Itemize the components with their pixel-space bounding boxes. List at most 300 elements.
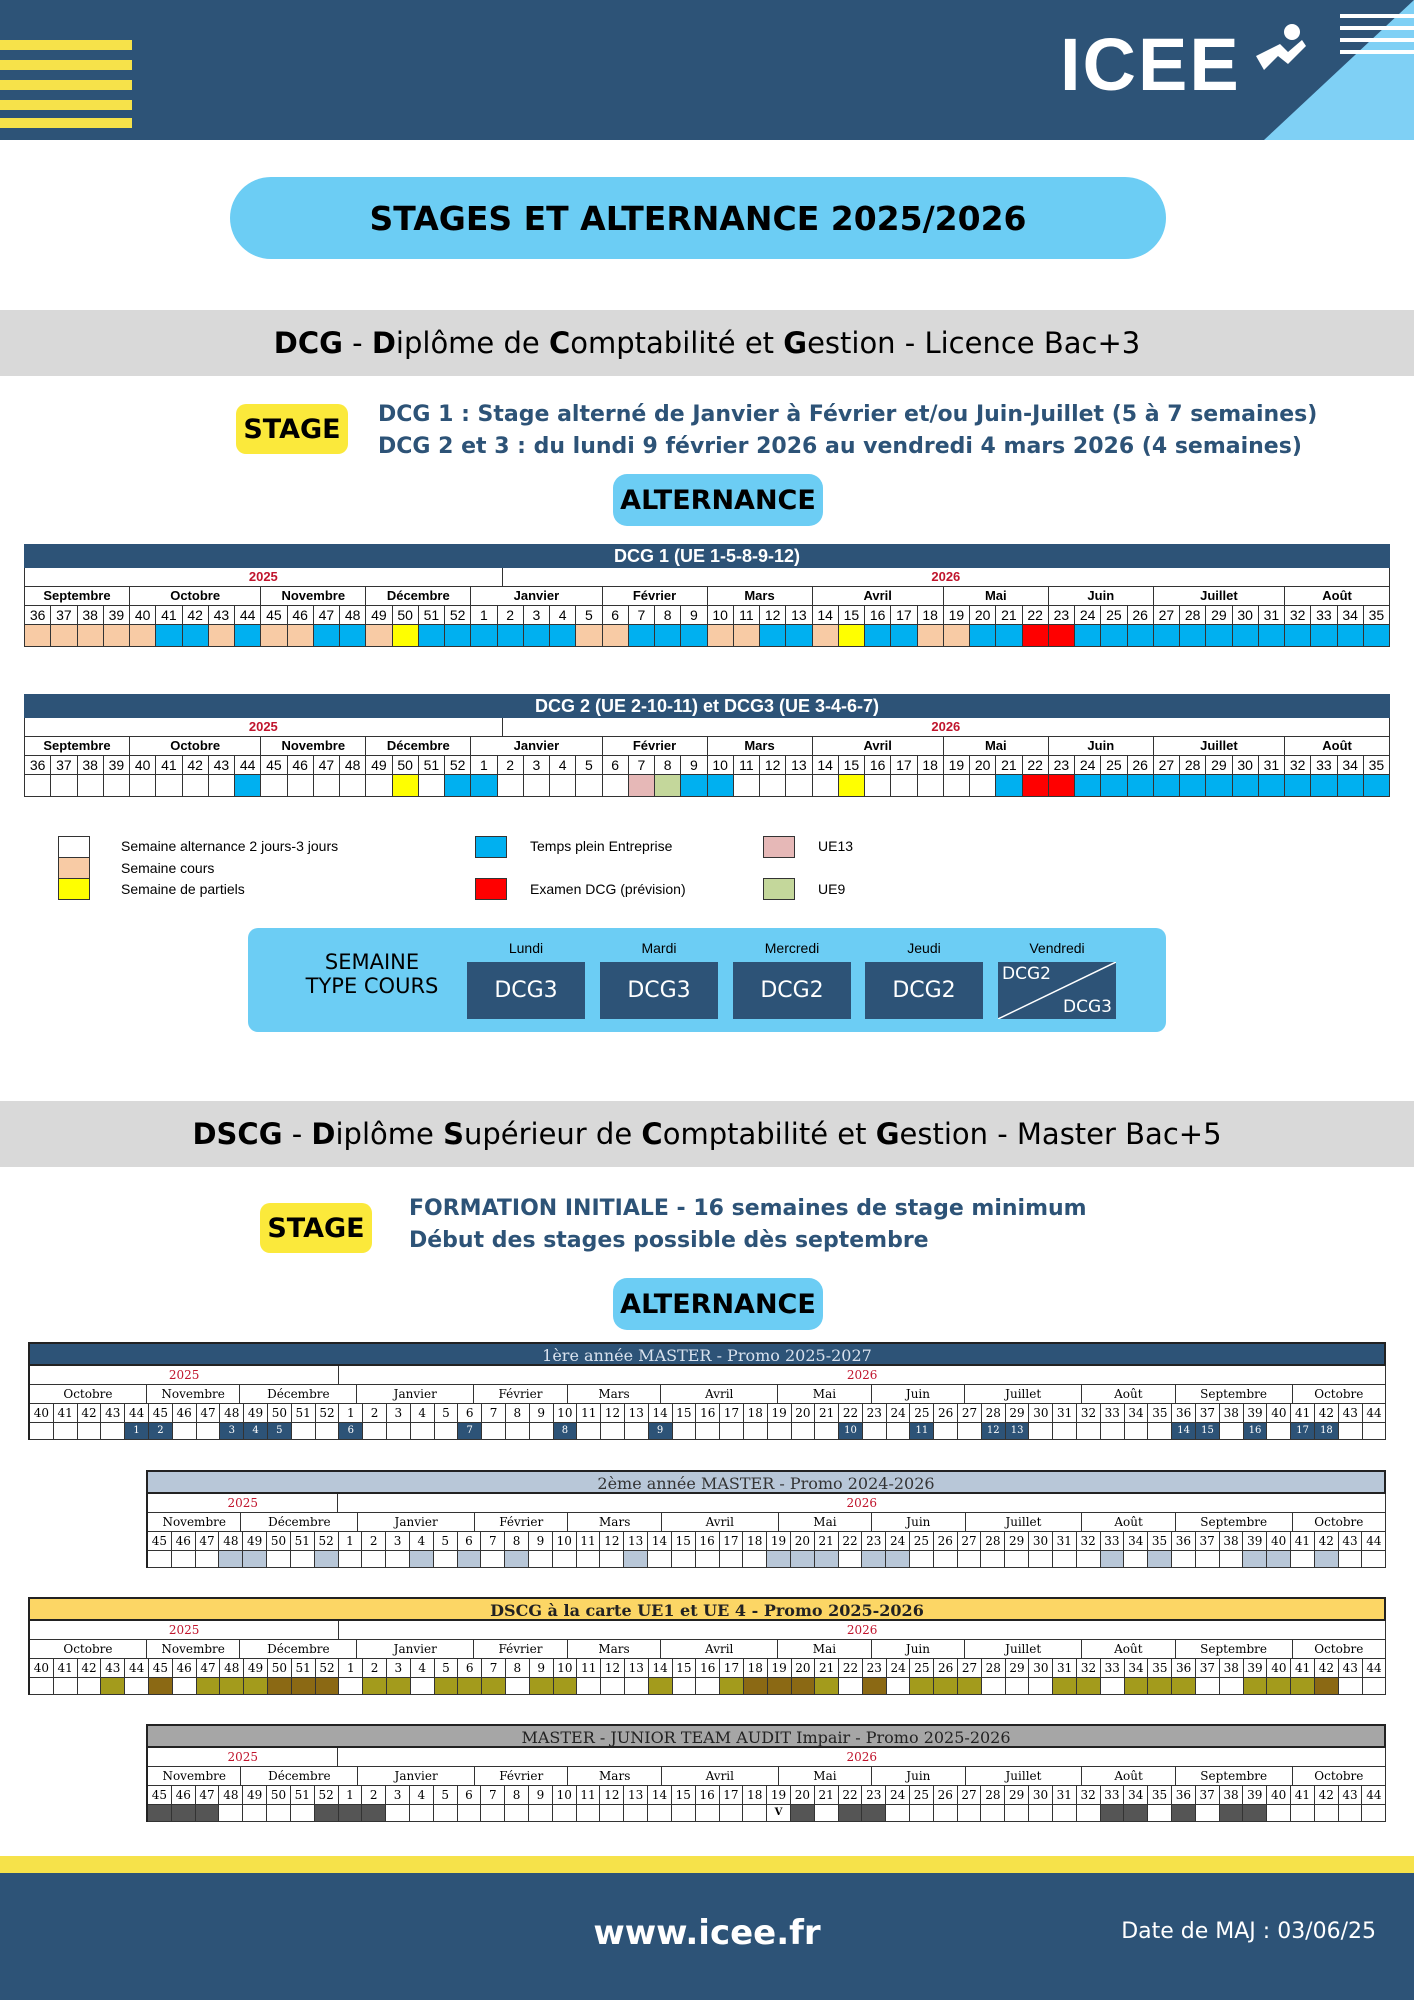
week-number: 16	[696, 1404, 720, 1423]
week-cell	[482, 1423, 506, 1440]
week-cell	[1154, 775, 1180, 797]
week-number: 46	[172, 1532, 196, 1551]
week-cell	[944, 775, 970, 797]
week-number: 43	[101, 1404, 125, 1423]
month-label: Janvier	[357, 1640, 474, 1659]
week-number: 1	[339, 1659, 363, 1678]
week-cell: 9	[649, 1423, 673, 1440]
week-number: 26	[1128, 756, 1154, 775]
week-number: 23	[1049, 606, 1075, 625]
week-cell	[815, 1678, 839, 1695]
week-cell	[720, 1551, 744, 1568]
month-label: Septembre	[1176, 1385, 1293, 1404]
year-2026: 2026	[338, 1748, 1386, 1767]
week-number: 41	[1291, 1532, 1315, 1551]
week-number: 44	[235, 756, 261, 775]
month-label: Mai	[944, 587, 1049, 606]
week-cell	[1315, 1551, 1339, 1568]
week-number: 29	[1206, 606, 1232, 625]
week-number: 7	[482, 1404, 506, 1423]
week-cell	[393, 775, 419, 797]
week-cell	[862, 1805, 886, 1822]
week-cell	[1339, 1805, 1363, 1822]
week-cell	[887, 1678, 911, 1695]
week-cell	[1339, 1551, 1363, 1568]
week-number: 14	[648, 1532, 672, 1551]
week-cell: 7	[458, 1423, 482, 1440]
week-number: 12	[600, 1786, 624, 1805]
week-number: 39	[1243, 1532, 1267, 1551]
week-number: 6	[458, 1659, 482, 1678]
week-cell	[708, 625, 734, 647]
week-number: 18	[743, 1532, 767, 1551]
week-number: 40	[1267, 1404, 1291, 1423]
week-number: 42	[78, 1659, 102, 1678]
week-cell	[1053, 1551, 1077, 1568]
week-number: 42	[183, 756, 209, 775]
week-cell	[1364, 775, 1390, 797]
month-label: Avril	[813, 587, 944, 606]
week-number: 17	[720, 1404, 744, 1423]
week-cell	[1338, 625, 1364, 647]
week-cell	[1005, 1551, 1029, 1568]
week-cell	[261, 625, 287, 647]
calendar-colors	[24, 625, 1390, 647]
week-cell	[445, 775, 471, 797]
week-number: 44	[125, 1659, 149, 1678]
legend-label: UE9	[818, 881, 846, 897]
week-number: 26	[934, 1404, 958, 1423]
week-number: 40	[1267, 1786, 1291, 1805]
week-number: 42	[1315, 1659, 1339, 1678]
week-number: 41	[156, 606, 182, 625]
legend-swatch	[58, 878, 90, 900]
week-number: 43	[101, 1659, 125, 1678]
week-cell	[316, 1423, 340, 1440]
week-cell	[78, 1423, 102, 1440]
week-cell	[1101, 1805, 1125, 1822]
month-label: Mars	[568, 1513, 661, 1532]
week-cell	[506, 1423, 530, 1440]
week-number: 34	[1125, 1404, 1149, 1423]
week-number: 6	[458, 1532, 482, 1551]
week-number: 37	[1196, 1659, 1220, 1678]
page-header	[0, 0, 1414, 140]
week-number: 22	[1023, 756, 1049, 775]
legend-label: Semaine cours	[121, 860, 215, 876]
week-cell	[386, 1551, 410, 1568]
week-cell	[314, 625, 340, 647]
website-link[interactable]: www.icee.fr	[593, 1913, 821, 1953]
week-cell	[366, 775, 392, 797]
week-number: 25	[910, 1404, 934, 1423]
week-cell	[576, 625, 602, 647]
week-cell	[1029, 1423, 1053, 1440]
week-cell	[1053, 1423, 1077, 1440]
week-number: 13	[624, 1786, 648, 1805]
day-label: Vendredi	[1029, 940, 1085, 956]
week-cell	[471, 625, 497, 647]
week-number: 8	[506, 1659, 530, 1678]
week-number: 32	[1285, 756, 1311, 775]
year-2025: 2025	[25, 718, 503, 737]
week-cell	[315, 1551, 339, 1568]
course-cell: DCG3	[600, 962, 718, 1019]
week-number: 40	[1267, 1532, 1291, 1551]
week-cell	[101, 1678, 125, 1695]
dcg2-calendar	[24, 694, 1390, 797]
week-cell	[78, 775, 104, 797]
month-label: Avril	[661, 1385, 778, 1404]
week-number: 30	[1029, 1404, 1053, 1423]
week-number: 11	[577, 1532, 601, 1551]
week-cell	[554, 1678, 578, 1695]
week-number: 37	[51, 756, 77, 775]
week-number: 21	[815, 1659, 839, 1678]
week-cell	[197, 1678, 221, 1695]
week-number: 16	[865, 606, 891, 625]
week-cell	[1029, 1805, 1053, 1822]
week-cell	[981, 1551, 1005, 1568]
week-cell	[219, 1805, 243, 1822]
week-cell	[1243, 1805, 1267, 1822]
week-cell	[130, 775, 156, 797]
week-cell	[862, 1551, 886, 1568]
week-number: 36	[25, 606, 51, 625]
year-2025: 2025	[30, 1621, 339, 1640]
week-number: 21	[996, 756, 1022, 775]
week-cell	[1364, 625, 1390, 647]
footer-stripe	[0, 1856, 1414, 1873]
week-number: 32	[1077, 1532, 1101, 1551]
week-cell	[1148, 1423, 1172, 1440]
week-cell	[767, 1551, 791, 1568]
week-number: 40	[30, 1659, 54, 1678]
decor-stripe	[0, 40, 132, 50]
decor-line	[1340, 14, 1414, 18]
week-number: 24	[1075, 756, 1101, 775]
month-label: Octobre	[1293, 1767, 1386, 1786]
week-number: 19	[768, 1659, 792, 1678]
week-cell	[458, 1551, 482, 1568]
friday-bottom: DCG3	[1063, 997, 1112, 1017]
week-number: 11	[734, 606, 760, 625]
week-number: 10	[708, 606, 734, 625]
friday-split-cell	[998, 962, 1116, 1019]
week-cell	[813, 625, 839, 647]
legend-label: Semaine de partiels	[121, 881, 245, 897]
week-cell	[149, 1678, 173, 1695]
week-cell	[156, 625, 182, 647]
week-number: 11	[577, 1786, 601, 1805]
week-cell	[1029, 1551, 1053, 1568]
month-label: Novembre	[261, 737, 366, 756]
week-number: 38	[78, 606, 104, 625]
week-number: 33	[1101, 1532, 1125, 1551]
calendar-weeks	[24, 606, 1390, 625]
week-number: 10	[708, 756, 734, 775]
month-label: Avril	[661, 1640, 778, 1659]
week-number: 35	[1364, 756, 1390, 775]
month-label: Octobre	[1293, 1640, 1387, 1659]
week-number: 25	[910, 1786, 934, 1805]
week-number: 4	[411, 1659, 435, 1678]
decor-stripe	[0, 118, 132, 128]
week-cell	[672, 1551, 696, 1568]
week-cell	[673, 1423, 697, 1440]
week-cell	[1128, 625, 1154, 647]
week-cell	[918, 625, 944, 647]
week-number: 24	[886, 1786, 910, 1805]
week-number: 34	[1124, 1532, 1148, 1551]
week-cell	[863, 1678, 887, 1695]
week-cell	[1077, 1678, 1101, 1695]
month-label: Septembre	[1176, 1513, 1293, 1532]
week-cell	[970, 625, 996, 647]
week-number: 2	[498, 756, 524, 775]
week-cell	[958, 1805, 982, 1822]
week-number: 26	[934, 1532, 958, 1551]
year-2025: 2025	[148, 1748, 338, 1767]
month-label: Juin	[872, 1767, 965, 1786]
week-cell	[261, 775, 287, 797]
week-number: 42	[1315, 1786, 1339, 1805]
week-cell	[720, 1423, 744, 1440]
week-number: 20	[970, 756, 996, 775]
week-cell: 6	[339, 1423, 363, 1440]
week-number: 25	[1101, 756, 1127, 775]
week-number: 37	[51, 606, 77, 625]
week-cell	[481, 1805, 505, 1822]
month-label: Janvier	[357, 1385, 474, 1404]
week-cell	[172, 1551, 196, 1568]
week-cell	[1259, 625, 1285, 647]
month-label: Mars	[708, 587, 813, 606]
month-label: Janvier	[358, 1767, 475, 1786]
month-label: Décembre	[240, 1385, 357, 1404]
week-cell	[696, 1805, 720, 1822]
month-label: Décembre	[241, 1513, 358, 1532]
week-cell	[649, 1678, 673, 1695]
week-number: 19	[767, 1786, 791, 1805]
week-cell	[339, 1551, 363, 1568]
week-number: 36	[1172, 1659, 1196, 1678]
month-label: Novembre	[147, 1640, 241, 1659]
week-cell	[813, 775, 839, 797]
week-cell	[156, 775, 182, 797]
week-cell	[577, 1678, 601, 1695]
week-cell	[600, 1551, 624, 1568]
week-number: 14	[649, 1404, 673, 1423]
month-label: Juillet	[965, 1385, 1082, 1404]
week-cell	[934, 1423, 958, 1440]
week-cell	[1315, 1805, 1339, 1822]
week-cell	[1220, 1678, 1244, 1695]
week-number: 44	[1363, 1659, 1387, 1678]
calendar-colors	[28, 1423, 1386, 1440]
week-number: 7	[481, 1532, 505, 1551]
legend-label: Semaine alternance 2 jours-3 jours	[121, 838, 339, 854]
week-number: 37	[1196, 1786, 1220, 1805]
course-cell: DCG2	[733, 962, 851, 1019]
week-number: 48	[220, 1659, 244, 1678]
week-number: 33	[1101, 1786, 1125, 1805]
month-label: Septembre	[25, 587, 130, 606]
week-cell	[506, 1678, 530, 1695]
month-label: Mai	[778, 1640, 872, 1659]
week-cell	[196, 1551, 220, 1568]
week-cell	[577, 1423, 601, 1440]
week-cell	[1339, 1423, 1363, 1440]
month-label: Novembre	[147, 1385, 241, 1404]
month-label: Décembre	[366, 737, 471, 756]
week-cell	[696, 1423, 720, 1440]
week-number: 5	[435, 1404, 459, 1423]
week-number: 6	[603, 606, 629, 625]
week-cell	[768, 1423, 792, 1440]
week-number: 41	[54, 1659, 78, 1678]
week-cell	[458, 1805, 482, 1822]
week-number: 3	[387, 1659, 411, 1678]
calendar-weeks	[146, 1786, 1386, 1805]
month-label: Avril	[662, 1767, 779, 1786]
week-cell	[530, 1423, 554, 1440]
week-number: 32	[1077, 1659, 1101, 1678]
week-cell	[1362, 1805, 1386, 1822]
week-cell	[815, 1423, 839, 1440]
week-cell	[1148, 1805, 1172, 1822]
week-cell	[786, 625, 812, 647]
week-number: 26	[934, 1786, 958, 1805]
week-cell	[130, 625, 156, 647]
week-cell	[25, 775, 51, 797]
week-number: 30	[1029, 1659, 1053, 1678]
week-number: 29	[1005, 1786, 1029, 1805]
month-label: Octobre	[30, 1640, 147, 1659]
week-cell	[1311, 775, 1337, 797]
week-number: 28	[982, 1659, 1006, 1678]
week-cell	[386, 1805, 410, 1822]
month-label: Juin	[1049, 737, 1154, 756]
week-number: 44	[1362, 1786, 1386, 1805]
week-number: 35	[1148, 1786, 1172, 1805]
week-cell	[1196, 1805, 1220, 1822]
week-number: 36	[1172, 1404, 1196, 1423]
month-label: Mai	[779, 1767, 872, 1786]
week-cell	[316, 1678, 340, 1695]
week-number: 3	[524, 756, 550, 775]
month-label: Avril	[662, 1513, 779, 1532]
week-cell	[1172, 1551, 1196, 1568]
week-cell	[30, 1678, 54, 1695]
week-number: 20	[792, 1659, 816, 1678]
week-number: 5	[434, 1786, 458, 1805]
year-2025: 2025	[30, 1366, 339, 1385]
week-cell	[1363, 1423, 1387, 1440]
week-cell	[655, 775, 681, 797]
week-cell	[1196, 1678, 1220, 1695]
week-cell	[25, 625, 51, 647]
calendar-title: 2ème année MASTER - Promo 2024-2026	[146, 1470, 1386, 1494]
week-number: 9	[530, 1404, 554, 1423]
calendar-weeks	[28, 1404, 1386, 1423]
week-number: 5	[434, 1532, 458, 1551]
week-number: 19	[944, 756, 970, 775]
week-cell	[743, 1805, 767, 1822]
month-label: Août	[1082, 1385, 1176, 1404]
week-number: 11	[577, 1659, 601, 1678]
week-number: 52	[316, 1659, 340, 1678]
week-number: 23	[863, 1404, 887, 1423]
week-cell	[1291, 1678, 1315, 1695]
week-cell	[839, 775, 865, 797]
dcg-stage-line-2: DCG 2 et 3 : du lundi 9 février 2026 au vendredi 4 mars 2026 (4 semaines)	[378, 434, 1302, 459]
week-cell	[681, 625, 707, 647]
week-cell	[1315, 1678, 1339, 1695]
week-number: 18	[743, 1786, 767, 1805]
month-label: Février	[474, 1385, 568, 1404]
day-label: Lundi	[508, 940, 544, 956]
calendar-years	[146, 1748, 1386, 1767]
week-cell	[393, 625, 419, 647]
month-label: Mai	[778, 1385, 872, 1404]
week-cell	[1077, 1423, 1101, 1440]
calendar-months	[28, 1385, 1386, 1404]
week-number: 4	[550, 756, 576, 775]
week-number: 14	[813, 606, 839, 625]
week-number: 49	[366, 606, 392, 625]
calendar-title: 1ère année MASTER - Promo 2025-2027	[28, 1342, 1386, 1366]
week-cell	[1311, 625, 1337, 647]
week-number: 25	[910, 1659, 934, 1678]
week-cell	[435, 1423, 459, 1440]
week-number: 50	[267, 1786, 291, 1805]
week-number: 32	[1077, 1404, 1101, 1423]
week-cell	[219, 1551, 243, 1568]
week-number: 7	[629, 606, 655, 625]
month-label: Janvier	[471, 737, 602, 756]
month-label: Août	[1082, 1767, 1175, 1786]
week-cell	[1206, 625, 1232, 647]
week-cell	[78, 625, 104, 647]
month-label: Août	[1082, 1640, 1176, 1659]
legend-swatch	[763, 878, 795, 900]
week-number: 31	[1053, 1659, 1077, 1678]
year-2026: 2026	[339, 1621, 1386, 1640]
week-cell	[601, 1423, 625, 1440]
week-cell	[524, 625, 550, 647]
week-number: 2	[363, 1404, 387, 1423]
week-cell	[1124, 1805, 1148, 1822]
week-number: 23	[862, 1532, 886, 1551]
week-cell: 18	[1315, 1423, 1339, 1440]
decor-stripe	[0, 60, 132, 70]
calendar-colors	[146, 1551, 1386, 1568]
month-label: Octobre	[1293, 1513, 1386, 1532]
week-number: 46	[172, 1786, 196, 1805]
calendar-months	[24, 737, 1390, 756]
week-cell	[1180, 625, 1206, 647]
week-number: 48	[340, 756, 366, 775]
week-number: 15	[672, 1786, 696, 1805]
friday-top: DCG2	[1002, 964, 1051, 984]
week-cell	[339, 1805, 363, 1822]
week-cell	[125, 1678, 149, 1695]
week-number: 27	[958, 1786, 982, 1805]
week-cell	[886, 1805, 910, 1822]
month-label: Avril	[813, 737, 944, 756]
week-number: 20	[970, 606, 996, 625]
